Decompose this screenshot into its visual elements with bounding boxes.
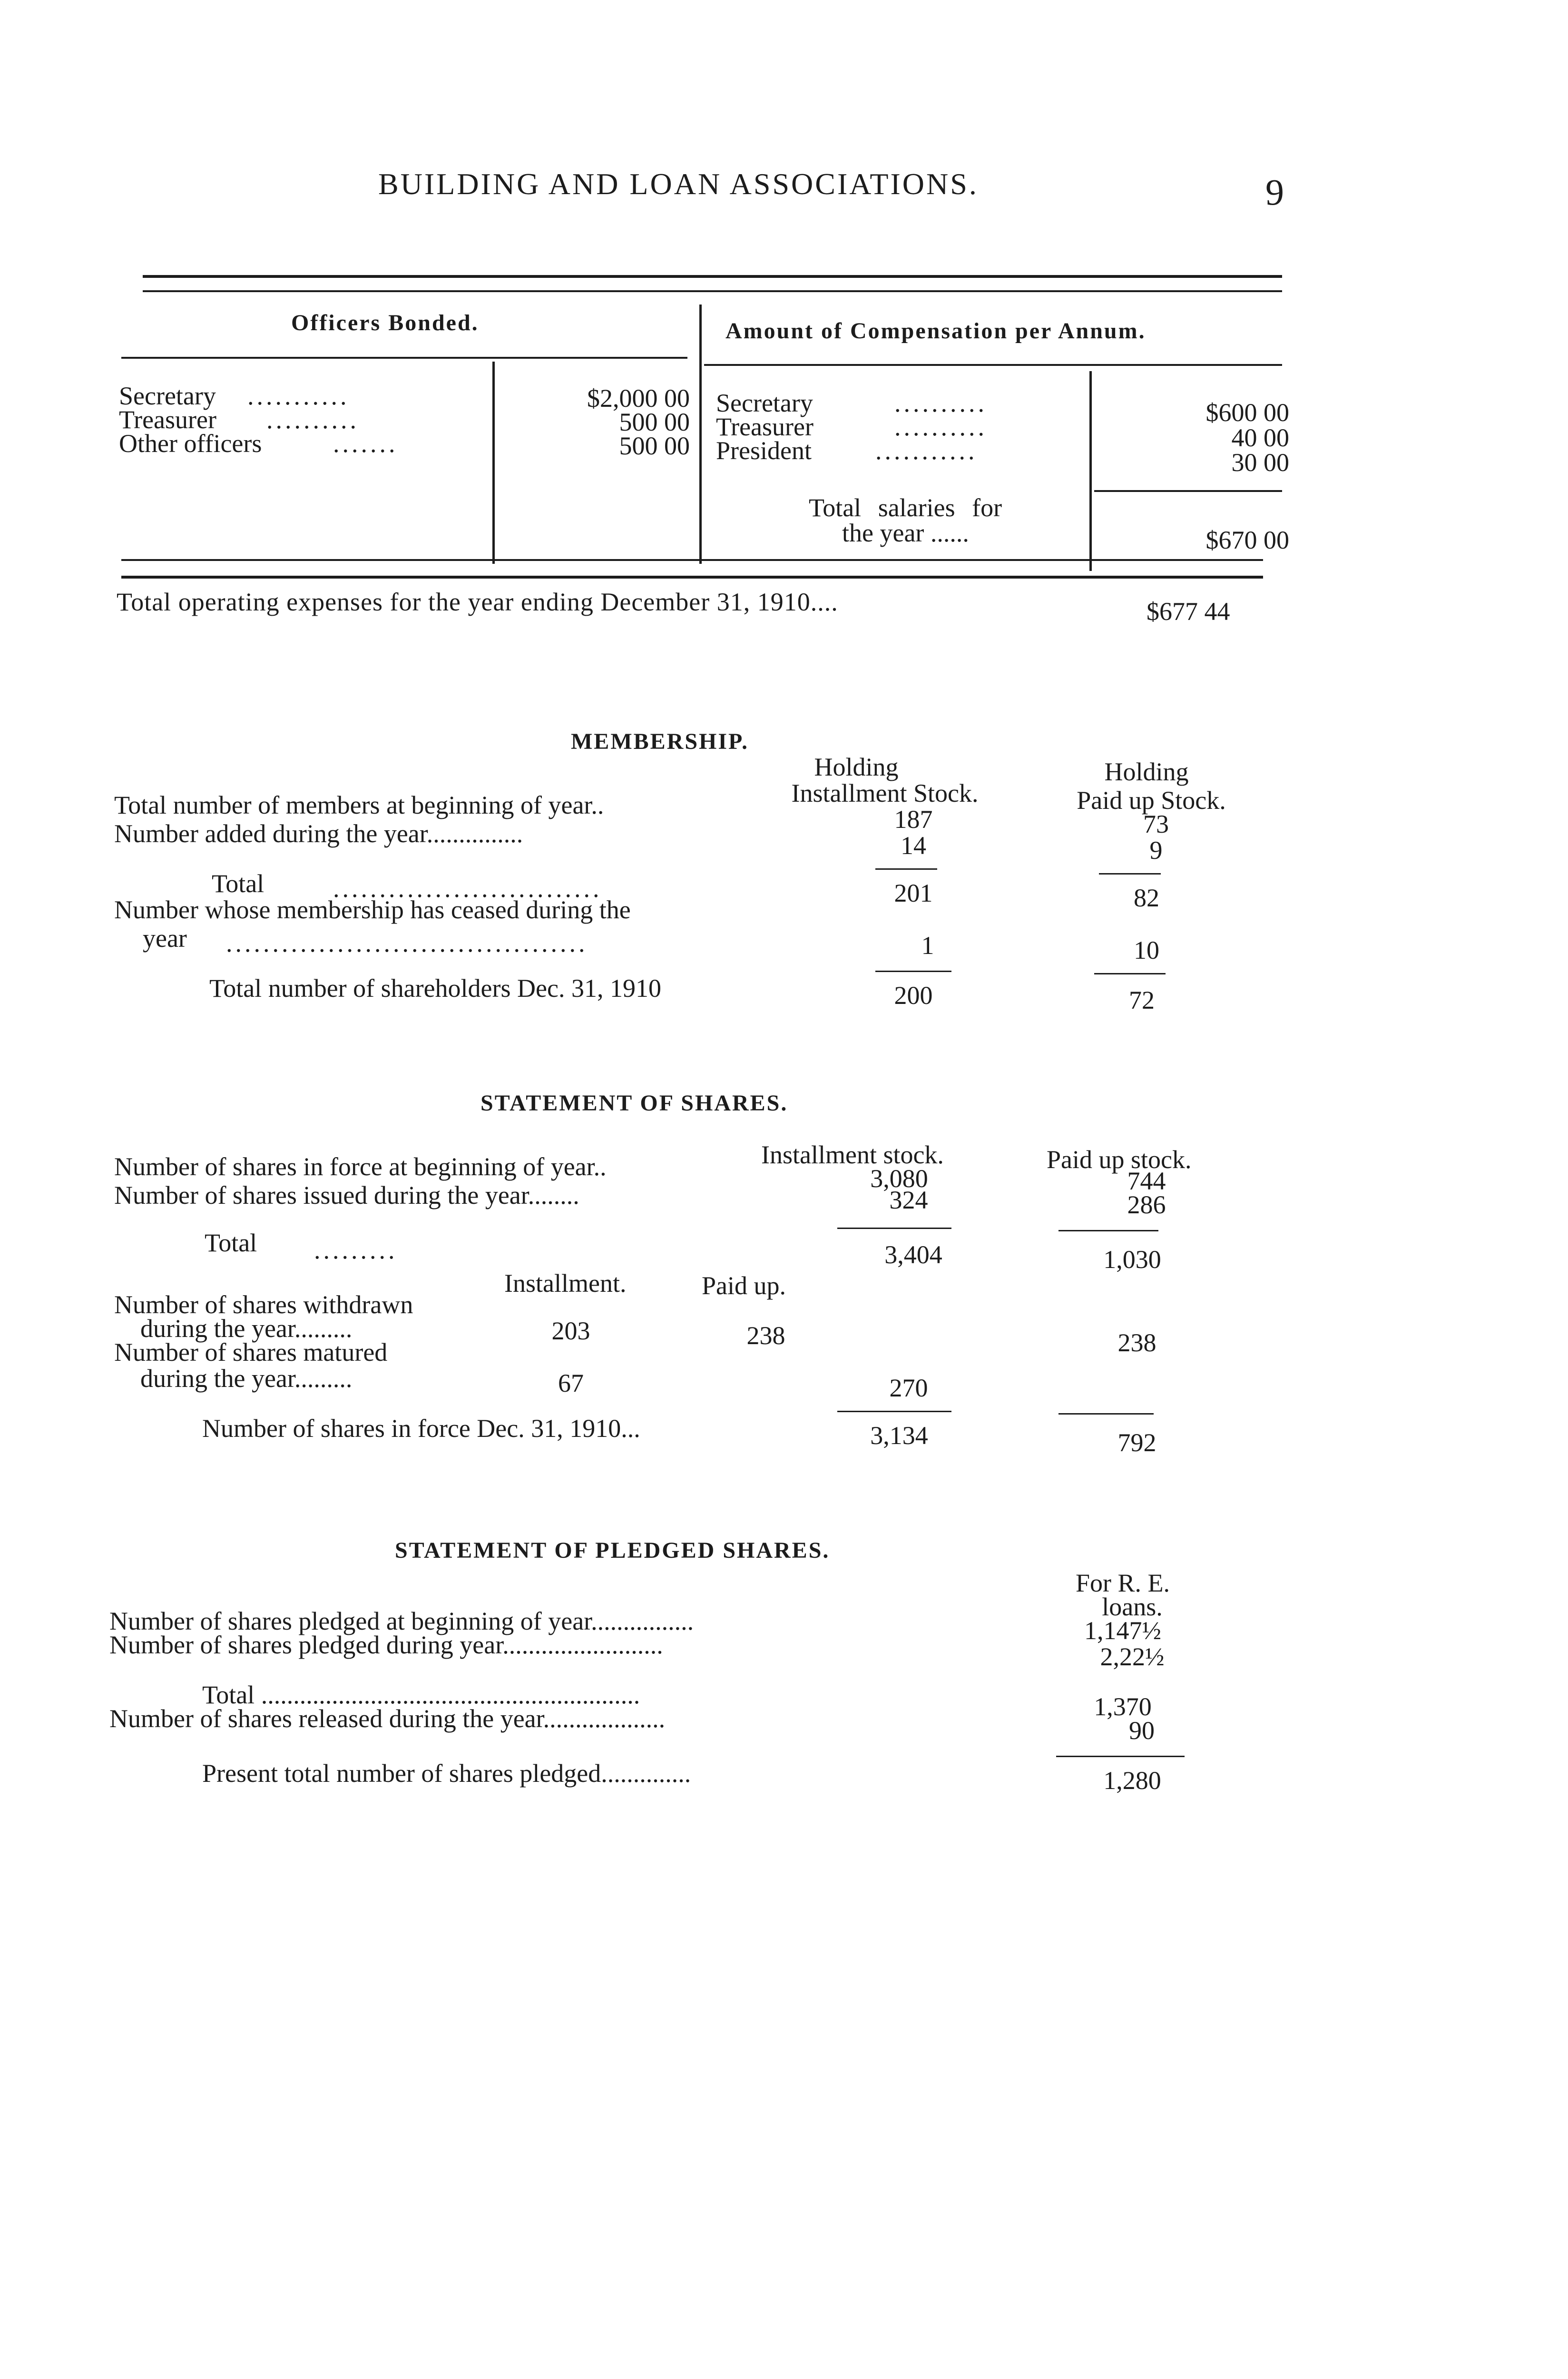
- comp-total-rule: [1094, 490, 1282, 492]
- table-bottom-rule-2: [121, 576, 1263, 579]
- shares-row-begin-label: Number of shares in force at beginning of year..: [114, 1152, 607, 1181]
- dot-leader: .......................................: [226, 929, 588, 957]
- officers-bonded-heading: Officers Bonded.: [291, 310, 479, 335]
- comp-treasurer-amount: 40 00: [1231, 423, 1289, 452]
- operating-expenses-label: Total operating expenses for the year ending December 31, 1910....: [117, 588, 838, 616]
- membership-row-final-inst: 200: [894, 981, 933, 1010]
- shares-matured-total: 270: [889, 1374, 928, 1402]
- bonded-secretary-amount: $2,000 00: [587, 384, 690, 413]
- shares-withdrawn-inst: 203: [551, 1317, 590, 1345]
- bonded-other-label: Other officers: [119, 429, 262, 458]
- pledged-col-head-1: For R. E.: [1075, 1569, 1170, 1597]
- membership-sum-rule-2: [1099, 873, 1161, 875]
- membership-row-begin-inst: 187: [894, 805, 933, 834]
- pledged-col-head-2: loans.: [1102, 1593, 1163, 1621]
- membership-row-added-paid: 9: [1149, 836, 1163, 865]
- membership-col2-head2: Paid up Stock.: [1077, 786, 1226, 815]
- comp-secretary-amount: $600 00: [1205, 398, 1289, 427]
- shares-withdrawn-paid: 238: [746, 1321, 785, 1350]
- dot-leader: .......: [333, 429, 398, 458]
- membership-row-final-label: Total number of shareholders Dec. 31, 1910: [209, 974, 661, 1003]
- membership-sum-rule-4: [1094, 973, 1166, 974]
- membership-row-ceased-label: Number whose membership has ceased during the: [114, 895, 631, 924]
- shares-final-paid: 792: [1117, 1428, 1156, 1457]
- bonded-treasurer-label: Treasurer: [119, 405, 216, 434]
- pledged-row-present-label: Present total number of shares pledged..............: [202, 1759, 691, 1788]
- membership-row-final-paid: 72: [1129, 986, 1155, 1014]
- center-divider: [699, 305, 702, 564]
- dot-leader: ..........: [894, 389, 987, 417]
- membership-row-total-paid: 82: [1134, 884, 1159, 912]
- shares-title: STATEMENT OF SHARES.: [480, 1091, 788, 1116]
- pledged-row-total-value: 1,370: [1094, 1692, 1152, 1721]
- pledged-row-begin-value: 1,147½: [1084, 1616, 1161, 1645]
- table-bottom-rule: [121, 559, 1263, 561]
- running-head: BUILDING AND LOAN ASSOCIATIONS.: [378, 167, 979, 201]
- bonded-other-amount: 500 00: [619, 432, 690, 460]
- comp-treasurer-label: Treasurer: [716, 413, 813, 441]
- shares-row-issued-paid: 286: [1127, 1190, 1166, 1219]
- shares-col2-head: Paid up stock.: [1047, 1145, 1192, 1174]
- dot-leader: .............................: [333, 874, 602, 903]
- shares-sum-rule-4: [1058, 1413, 1154, 1415]
- shares-matured-label-2: during the year.........: [140, 1364, 353, 1393]
- shares-row-total-inst: 3,404: [884, 1240, 942, 1269]
- membership-row-total-inst: 201: [894, 879, 933, 907]
- membership-row-ceased-inst: 1: [921, 931, 934, 960]
- shares-subhead-installment: Installment.: [504, 1269, 627, 1298]
- shares-withdrawn-label-1: Number of shares withdrawn: [114, 1290, 413, 1319]
- membership-row-added-label: Number added during the year...............: [114, 819, 523, 848]
- right-heading-rule: [704, 364, 1282, 366]
- pledged-title: STATEMENT OF PLEDGED SHARES.: [395, 1538, 830, 1563]
- shares-row-issued-label: Number of shares issued during the year........: [114, 1181, 579, 1209]
- membership-row-ceased-paid: 10: [1134, 936, 1159, 964]
- bonded-secretary-label: Secretary: [119, 382, 216, 410]
- pledged-row-begin-label: Number of shares pledged at beginning of year................: [109, 1607, 694, 1635]
- page-number: 9: [1265, 171, 1284, 213]
- pledged-row-total-label: Total ...........................................................: [202, 1681, 640, 1709]
- right-amount-divider: [1089, 371, 1092, 571]
- membership-row-ceased-label-2: year: [143, 924, 187, 953]
- pledged-sum-rule: [1056, 1756, 1185, 1757]
- pledged-row-released-value: 90: [1129, 1716, 1155, 1745]
- dot-leader: ..........: [894, 413, 987, 441]
- shares-col1-head: Installment stock.: [761, 1140, 944, 1169]
- shares-matured-label-1: Number of shares matured: [114, 1338, 388, 1366]
- pledged-row-during-label: Number of shares pledged during year.........................: [109, 1631, 663, 1659]
- left-amount-divider: [492, 362, 495, 564]
- pledged-row-released-label: Number of shares released during the year...................: [109, 1704, 666, 1733]
- dot-leader: .........: [314, 1236, 398, 1264]
- shares-matured-inst: 67: [558, 1369, 584, 1397]
- membership-row-added-inst: 14: [901, 831, 926, 860]
- membership-col2-head1: Holding: [1104, 757, 1189, 786]
- table-top-rule: [143, 275, 1282, 278]
- shares-row-begin-paid: 744: [1127, 1167, 1166, 1195]
- comp-total-label-2: the year ......: [842, 519, 969, 547]
- comp-secretary-label: Secretary: [716, 389, 813, 417]
- dot-leader: ...........: [247, 382, 350, 410]
- shares-withdrawn-label-2: during the year.........: [140, 1314, 353, 1343]
- shares-withdrawn-paid-total: 238: [1117, 1328, 1156, 1357]
- membership-row-begin-paid: 73: [1143, 810, 1169, 838]
- bonded-treasurer-amount: 500 00: [619, 408, 690, 436]
- left-heading-rule: [121, 357, 687, 359]
- comp-total-label-1: Total salaries for: [809, 493, 1002, 522]
- shares-row-begin-inst: 3,080: [870, 1164, 928, 1193]
- membership-col1-head2: Installment Stock.: [791, 779, 979, 807]
- shares-sum-rule-3: [837, 1411, 951, 1412]
- comp-president-amount: 30 00: [1231, 448, 1289, 477]
- table-top-rule-2: [143, 290, 1282, 292]
- dot-leader: ...........: [875, 436, 978, 465]
- shares-row-total-label: Total: [205, 1229, 257, 1257]
- membership-sum-rule-3: [875, 971, 951, 972]
- shares-final-inst: 3,134: [870, 1421, 928, 1450]
- shares-subhead-paid: Paid up.: [702, 1271, 786, 1300]
- membership-row-total-label: Total: [212, 869, 265, 898]
- comp-president-label: President: [716, 436, 812, 465]
- membership-title: MEMBERSHIP.: [571, 729, 749, 754]
- operating-expenses-amount: $677 44: [1147, 597, 1230, 626]
- pledged-row-during-value: 2,22½: [1100, 1642, 1165, 1671]
- compensation-heading: Amount of Compensation per Annum.: [725, 318, 1146, 344]
- shares-sum-rule-1: [837, 1228, 951, 1229]
- comp-total-amount: $670 00: [1205, 526, 1289, 554]
- shares-final-label: Number of shares in force Dec. 31, 1910...: [202, 1414, 640, 1443]
- shares-row-total-paid: 1,030: [1103, 1245, 1161, 1274]
- pledged-row-present-value: 1,280: [1103, 1766, 1161, 1795]
- dot-leader: ..........: [266, 405, 359, 434]
- shares-row-issued-inst: 324: [889, 1186, 928, 1214]
- shares-sum-rule-2: [1058, 1230, 1158, 1231]
- membership-sum-rule-1: [875, 868, 937, 870]
- membership-row-begin-label: Total number of members at beginning of year..: [114, 791, 604, 819]
- membership-col1-head1: Holding: [814, 753, 899, 781]
